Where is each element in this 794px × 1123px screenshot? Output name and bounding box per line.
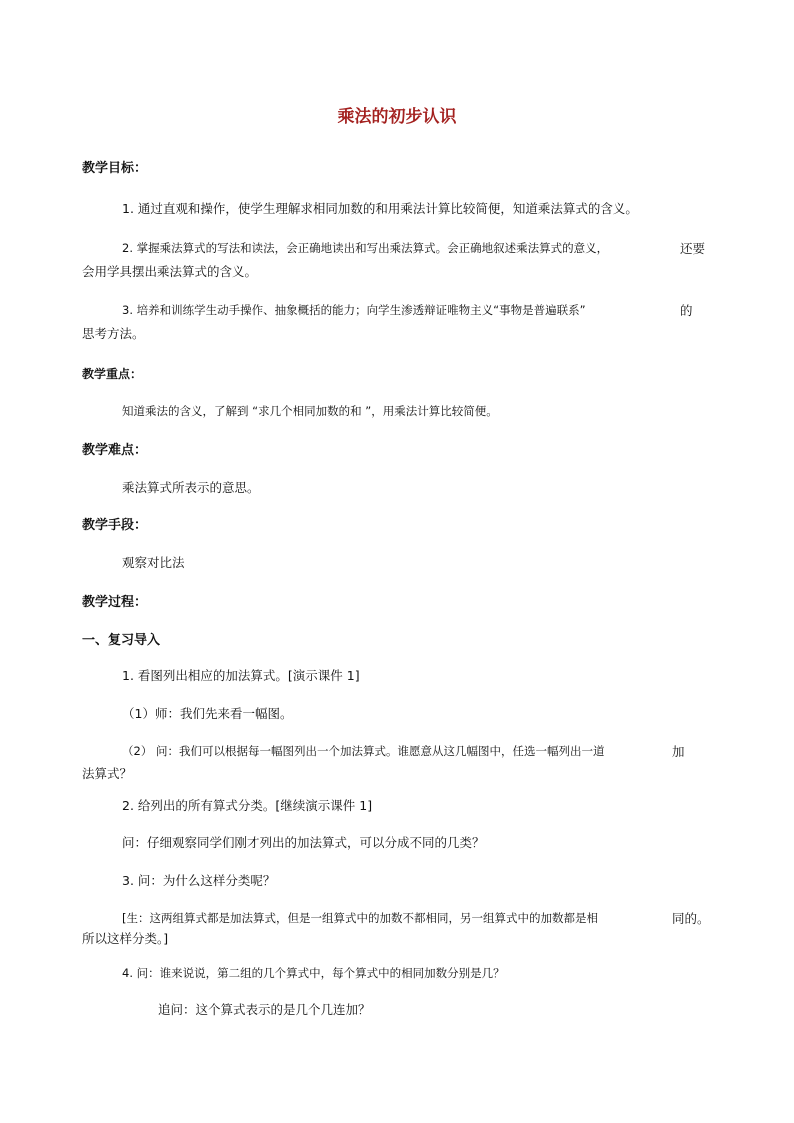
heading-teaching-process: 教学过程：	[82, 595, 148, 610]
key-points-text: 知道乘法的含义，了解到 “求几个相同加数的和 ”，用乘法计算比较简便。	[122, 404, 498, 418]
goal-3-line1: 3. 培养和训练学生动手操作、抽象概括的能力；向学生渗透辩证唯物主义“事物是普遍联系”	[122, 303, 586, 317]
difficulty-text: 乘法算式所表示的意思。	[122, 480, 260, 495]
step-4-followup: 追问：这个算式表示的是几个几连加？	[158, 1002, 371, 1017]
step-1-sub-2-line2: 法算式？	[82, 766, 133, 781]
heading-key-points: 教学重点：	[82, 367, 143, 381]
step-1: 1. 看图列出相应的加法算式。[演示课件 1]	[122, 668, 360, 683]
goal-3-line1-tail: 的	[680, 303, 693, 318]
section-review-intro: 一、复习导入	[82, 633, 161, 648]
goal-3-line2: 思考方法。	[82, 326, 145, 341]
goal-2-line2: 会用学具摆出乘法算式的含义。	[82, 264, 258, 279]
step-3-answer-line2: 所以这样分类。]	[82, 931, 169, 946]
document-title: 乘法的初步认识	[337, 107, 457, 127]
goal-1: 1. 通过直观和操作，使学生理解求相同加数的和用乘法计算比较简便，知道乘法算式的含义。	[122, 201, 638, 216]
step-2-question: 问：仔细观察同学们刚才列出的加法算式，可以分成不同的几类？	[122, 835, 485, 850]
heading-difficulty: 教学难点：	[82, 443, 148, 458]
goal-2-line1: 2. 掌握乘法算式的写法和读法，会正确地读出和写出乘法算式。会正确地叙述乘法算式的意义，	[122, 241, 609, 255]
heading-teaching-means: 教学手段：	[82, 518, 148, 533]
step-4: 4. 问：谁来说说，第二组的几个算式中，每个算式中的相同加数分别是几？	[122, 966, 505, 980]
step-3: 3. 问：为什么这样分类呢？	[122, 873, 276, 888]
goal-2-line1-tail: 还要	[680, 241, 706, 256]
step-1-sub-2-line1-tail: 加	[672, 744, 685, 759]
heading-teaching-goals: 教学目标：	[82, 161, 148, 176]
step-3-answer-line1: [生：这两组算式都是加法算式，但是一组算式中的加数不都相同，另一组算式中的加数都是相	[122, 911, 598, 925]
teaching-means-text: 观察对比法	[122, 555, 185, 570]
step-3-answer-line1-tail: 同的。	[672, 911, 710, 926]
step-1-sub-2-line1: （2） 问：我们可以根据每一幅图列出一个加法算式。谁愿意从这几幅图中，任选一幅列出一道	[122, 744, 605, 758]
step-1-sub-1: （1）师：我们先来看一幅图。	[122, 706, 293, 721]
step-2: 2. 给列出的所有算式分类。[继续演示课件 1]	[122, 798, 373, 813]
